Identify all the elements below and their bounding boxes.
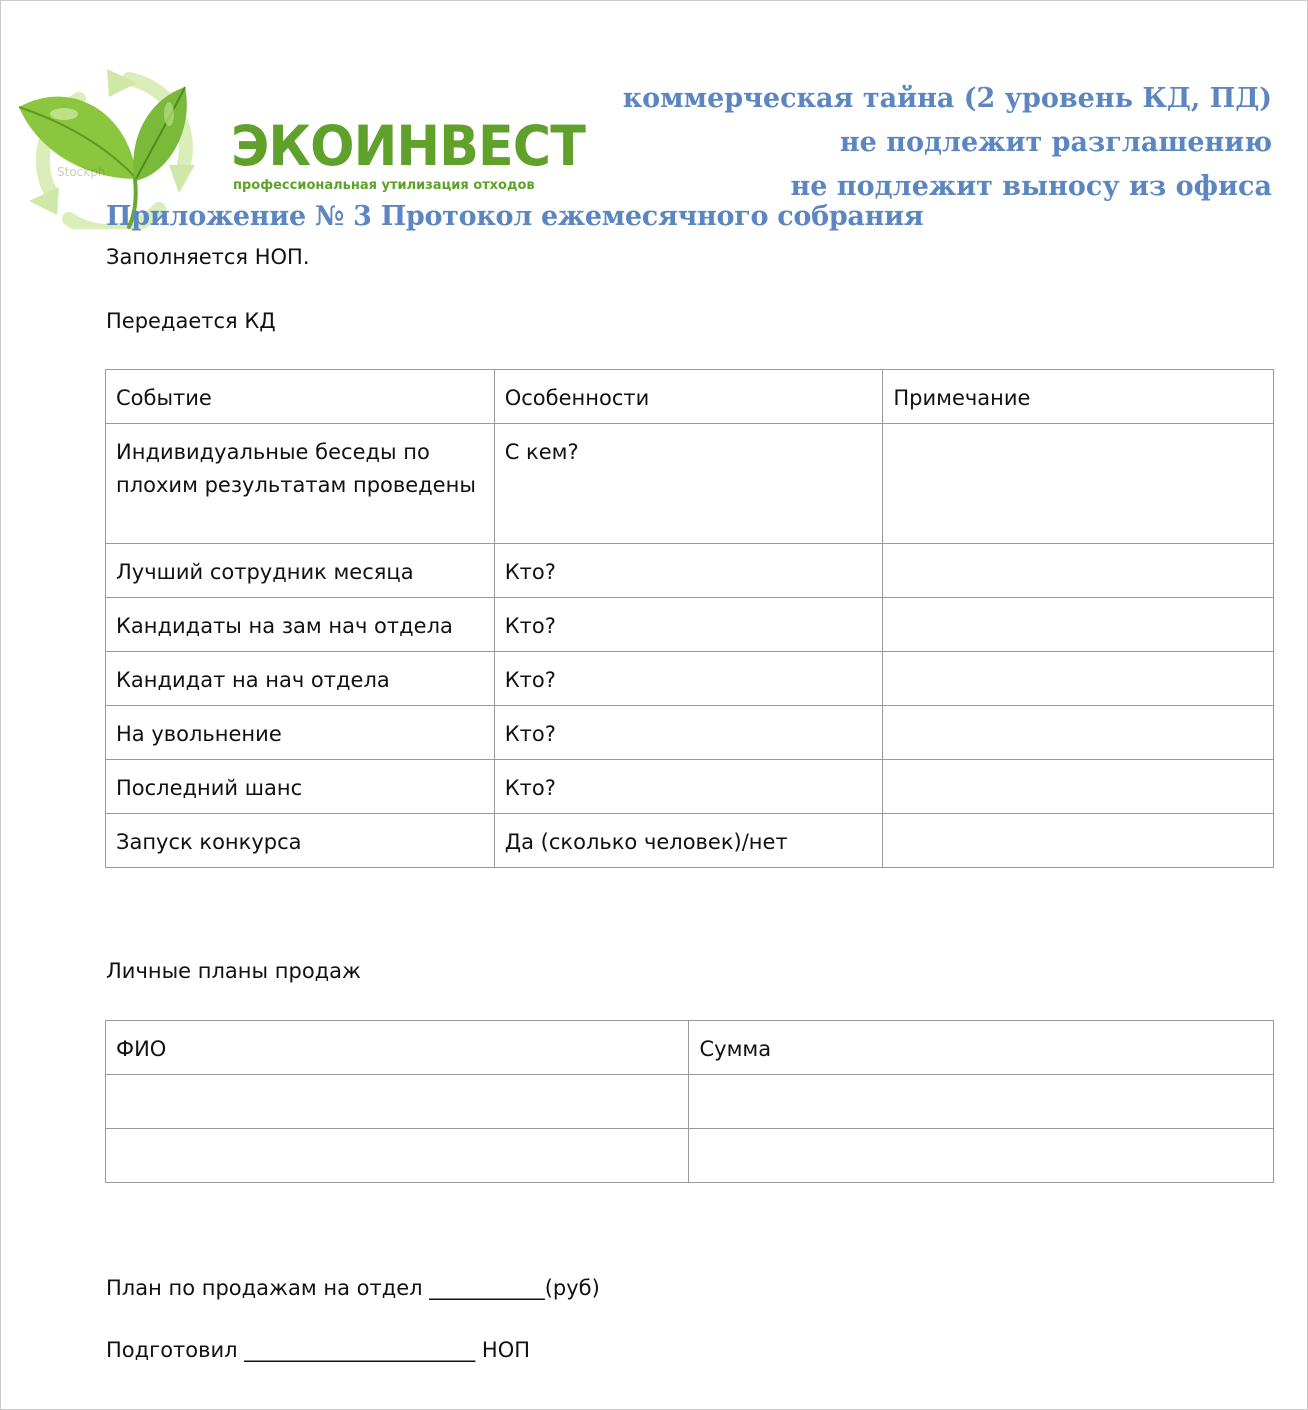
confidentiality-notice xyxy=(623,77,1272,209)
header-cell: Примечание xyxy=(883,370,1274,424)
amount-cell[interactable] xyxy=(689,1129,1274,1183)
details-cell: С кем? xyxy=(494,424,883,544)
table-row xyxy=(106,706,1274,760)
logo-wordmark: ЭКОИНВЕСТ xyxy=(231,114,585,178)
logo-tagline: профессиональная утилизация отходов xyxy=(233,178,535,193)
details-cell: Кто? xyxy=(494,760,883,814)
table-header-row xyxy=(106,370,1274,424)
name-cell[interactable] xyxy=(106,1129,689,1183)
department-plan-line: План по продажам на отдел ___________(руб) xyxy=(106,1276,600,1300)
details-cell: Кто? xyxy=(494,706,883,760)
note-cell[interactable] xyxy=(883,814,1274,868)
note-cell[interactable] xyxy=(883,706,1274,760)
note-cell[interactable] xyxy=(883,652,1274,706)
header-cell: ФИО xyxy=(106,1021,689,1075)
confidentiality-line: не подлежит выносу из офиса xyxy=(790,171,1272,202)
note-cell[interactable] xyxy=(883,424,1274,544)
confidentiality-line: коммерческая тайна (2 уровень КД, ПД) xyxy=(622,83,1272,114)
event-cell: Лучший сотрудник месяца xyxy=(106,544,495,598)
note-cell[interactable] xyxy=(883,760,1274,814)
sales-plans-heading: Личные планы продаж xyxy=(106,959,361,983)
table-row xyxy=(106,1129,1274,1183)
sales-plans-table xyxy=(105,1020,1274,1183)
details-cell: Да (сколько человек)/нет xyxy=(494,814,883,868)
table-row xyxy=(106,424,1274,544)
details-cell: Кто? xyxy=(494,598,883,652)
table-row xyxy=(106,652,1274,706)
event-cell: Кандидаты на зам нач отдела xyxy=(106,598,495,652)
amount-cell[interactable] xyxy=(689,1075,1274,1129)
table-row xyxy=(106,544,1274,598)
event-cell: Последний шанс xyxy=(106,760,495,814)
prepared-by-line: Подготовил ______________________ НОП xyxy=(106,1338,531,1362)
events-table xyxy=(105,369,1274,868)
transferred-to-text: Передается КД xyxy=(106,309,276,333)
note-cell[interactable] xyxy=(883,544,1274,598)
stock-watermark: Stockph xyxy=(57,165,106,179)
header-cell: Сумма xyxy=(689,1021,1274,1075)
event-cell: Кандидат на нач отдела xyxy=(106,652,495,706)
note-cell[interactable] xyxy=(883,598,1274,652)
header-cell: Особенности xyxy=(494,370,883,424)
event-cell: На увольнение xyxy=(106,706,495,760)
table-row xyxy=(106,1075,1274,1129)
name-cell[interactable] xyxy=(106,1075,689,1129)
header-cell: Событие xyxy=(106,370,495,424)
filled-by-text: Заполняется НОП. xyxy=(106,245,310,269)
table-row xyxy=(106,598,1274,652)
event-cell: Запуск конкурса xyxy=(106,814,495,868)
details-cell: Кто? xyxy=(494,544,883,598)
confidentiality-line: не подлежит разглашению xyxy=(839,127,1272,158)
table-row xyxy=(106,760,1274,814)
event-cell: Индивидуальные беседы по плохим результатам проведены xyxy=(106,424,495,544)
table-row xyxy=(106,814,1274,868)
document-title: Приложение № 3 Протокол ежемесячного собрания xyxy=(106,201,924,232)
table-header-row xyxy=(106,1021,1274,1075)
details-cell: Кто? xyxy=(494,652,883,706)
